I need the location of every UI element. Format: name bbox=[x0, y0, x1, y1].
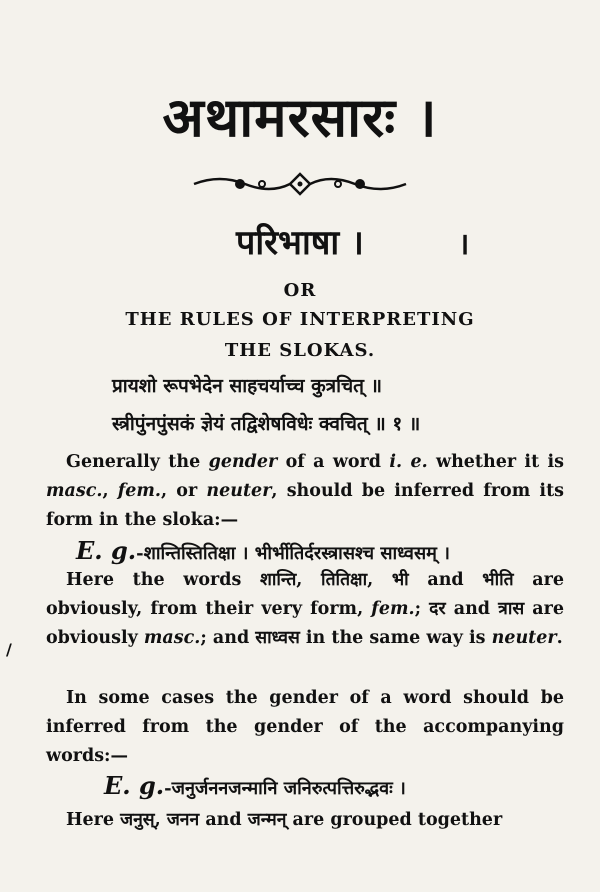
margin-mark: / bbox=[6, 640, 12, 659]
example-1 bbox=[76, 536, 450, 565]
or-line: OR bbox=[283, 280, 317, 301]
rules-heading-line2: THE SLOKAS. bbox=[224, 340, 376, 361]
side-mark: । bbox=[458, 227, 470, 262]
sloka-line-1: प्रायशो रूपभेदेन साहचर्याच्च कुत्रचित् ॥ bbox=[112, 375, 382, 397]
section-heading: परिभाषा । bbox=[236, 223, 364, 263]
paragraph-grouped-together: Here जनुस्, जनन and जन्मन् are grouped together bbox=[66, 810, 503, 830]
example-2 bbox=[104, 771, 406, 800]
example-text: -जनुर्जननजन्मानि जनिरुत्पत्तिरुद्भवः । bbox=[164, 778, 406, 799]
rules-heading-line1: THE RULES OF INTERPRETING bbox=[125, 309, 475, 330]
paragraph-here-the-words: Here the words शान्ति, तितिक्षा, भी and भीति are obviously, from their very form, fem.; दर and त्रास are obviously masc.; and साध्वस in the same way is neuter. bbox=[46, 570, 564, 648]
page-title: अथामरसारः । bbox=[162, 85, 438, 149]
example-label: E. g. bbox=[104, 771, 165, 800]
example-text: -शान्तिस्तितिक्षा । भीर्भीतिर्दरस्त्रासश्च साध्वसम् । bbox=[136, 543, 450, 564]
sloka-line-2: स्त्रीपुंनपुंसकं ज्ञेयं तद्विशेषविधेः क्वचित् ॥ १ ॥ bbox=[112, 413, 421, 435]
ornament-divider bbox=[190, 170, 410, 198]
paragraph-in-some-cases: In some cases the gender of a word should be inferred from the gender of the accompanying words:— bbox=[46, 688, 564, 766]
example-label: E. g. bbox=[76, 536, 137, 565]
paragraph-generally: Generally the gender of a word i. e. whether it is masc., fem., or neuter, should be inferred from its form in the sloka:— bbox=[46, 452, 565, 530]
